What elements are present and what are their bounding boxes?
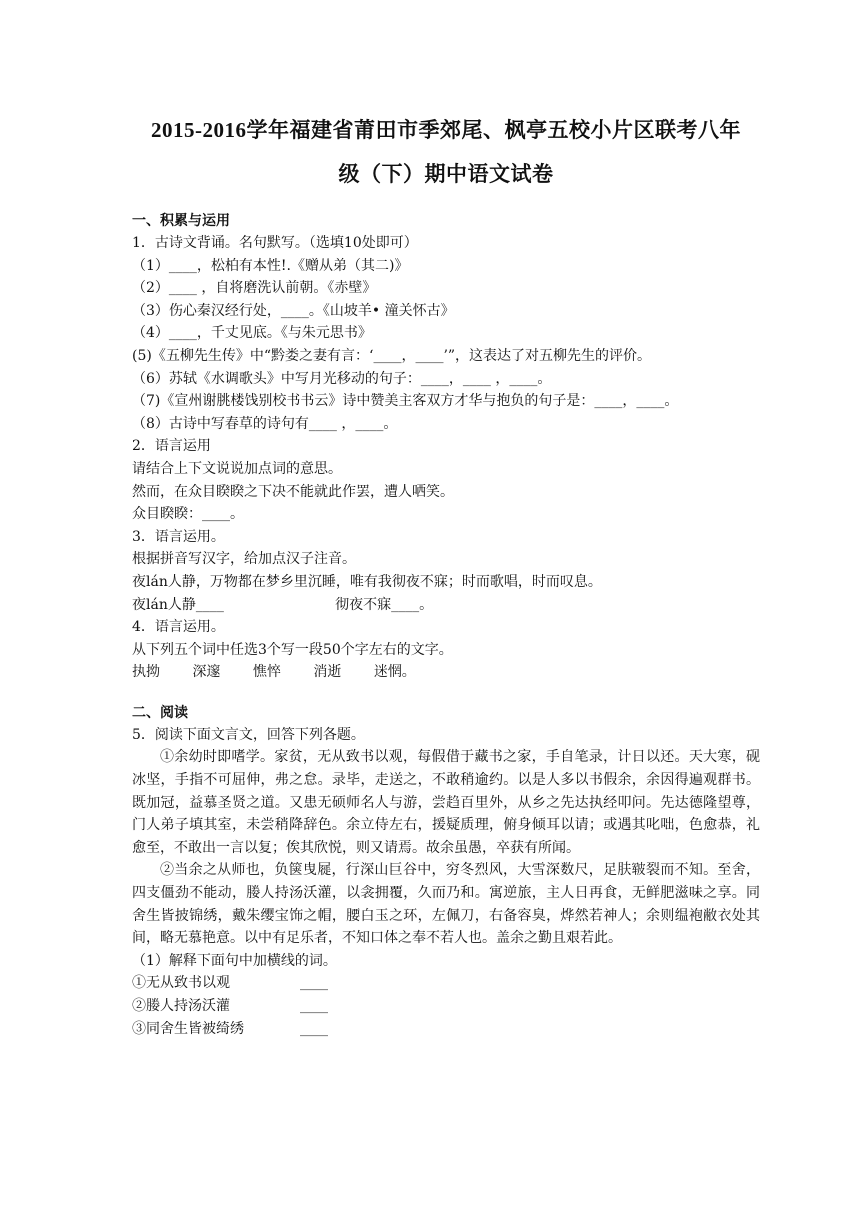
passage-paragraph-1: ①余幼时即嗜学。家贫，无从致书以观，每假借于藏书之家，手自笔录，计日以还。天大寒，砚冰坚，手指不可屈伸，弗之怠。录毕，走送之，不敢稍逾约。以是人多以书假余，余因得遍观群书。既加冠，益慕圣贤之道。又患无硕师名人与游，尝趋百里外，从乡之先达执经叩问。先达德隆望尊，门人弟子填其室，未尝稍降辞色。余立侍左右，援疑质理，俯身倾耳以请；或遇其叱咄，色愈恭，礼愈至，不敢出一言以复；俟其欣悦，则又请焉。故余虽愚，卒获有所闻。 (132, 749, 760, 856)
word-item: 消逝 (313, 664, 342, 681)
section-gap (132, 684, 760, 702)
sub-item-label: ③同舍生皆被绮绣 (132, 1020, 244, 1037)
question-line: （8）古诗中写春草的诗句有____ ，____。 (132, 415, 398, 432)
question-line: （3）伤心秦汉经行处，____。《山坡羊• 潼关怀古》 (132, 302, 455, 319)
question-line: 3．语言运用。 (132, 528, 225, 545)
question-line: 1．古诗文背诵。名句默写。（选填10处即可） (132, 235, 418, 251)
question-intro: 5．阅读下面文言文，回答下列各题。 (132, 726, 365, 743)
word-item: 执拗 (132, 664, 160, 681)
word-item: 憔悴 (252, 664, 281, 681)
sub-item (132, 1018, 760, 1041)
question-line: （6）苏轼《水调歌头》中写月光移动的句子：____，____ ，____。 (132, 370, 552, 387)
sub-item-label: ②媵人持汤沃灌 (132, 998, 230, 1014)
word-item: 深邃 (192, 664, 221, 681)
word-item: 迷惘。 (373, 664, 416, 681)
word-list (132, 661, 760, 684)
question-line: 2．语言运用 (132, 438, 211, 455)
question-line: （7)《宣州谢朓楼饯别校书书云》诗中赞美主客双方才华与抱负的句子是：____，____。 (132, 393, 679, 410)
sub-item-label: ①无从致书以观 (132, 975, 230, 992)
question-line: （2）____ ，自将磨洗认前朝。《赤壁》 (132, 280, 377, 297)
exam-title (112, 108, 780, 196)
answer-blank: ____ (300, 1020, 328, 1037)
question-line: 请结合上下文说说加点词的意思。 (132, 460, 342, 477)
answer-blank: ____ (300, 998, 328, 1014)
question-line: 然而，在众目睽睽之下决不能就此作罢，遭人哂笑。 (132, 483, 454, 500)
exam-title-line-2: 级（下）期中语文试卷 (338, 162, 554, 186)
section-heading-reading: 二、阅读 (132, 704, 188, 721)
section-heading-accumulation: 一、积累与运用 (132, 213, 230, 229)
question-line: 夜lán人静____ 彻夜不寐____。 (132, 596, 434, 613)
exam-title-line-1: 2015-2016学年福建省莆田市季郊尾、枫亭五校小片区联考八年 (151, 118, 741, 142)
question-line: 从下列五个词中任选3个写一段50个字左右的文字。 (132, 641, 453, 658)
question-line: 夜lán人静，万物都在梦乡里沉睡，唯有我彻夜不寐；时而歌唱，时而叹息。 (132, 573, 602, 590)
passage-paragraph-2: ②当余之从师也，负箧曳屣，行深山巨谷中，穷冬烈风，大雪深数尺，足肤皲裂而不知。至舍，四支僵劲不能动，媵人持汤沃灌，以衾拥覆，久而乃和。寓逆旅，主人日再食，无鲜肥滋味之享。同舍生皆披锦绣，戴朱缨宝饰之帽，腰白玉之环，左佩刀，右备容臭，烨然若神人；余则缊袍敝衣处其间，略无慕艳意。以中有足乐者，不知口体之奉不若人也。盖余之勤且艰若此。 (132, 862, 760, 947)
sub-question: （1）解释下面句中加横线的词。 (132, 952, 337, 969)
question-line: （1）____，松柏有本性!.《赠从弟（其二)》 (132, 257, 409, 274)
sub-item (132, 972, 760, 995)
answer-blank: ____ (300, 975, 328, 992)
question-line: （4）____，千丈见底。《与朱元思书》 (132, 325, 372, 342)
question-line: (5)《五柳先生传》中“黔娄之妻有言：‘____，____’”，这表达了对五柳先生的评价。 (132, 347, 652, 364)
sub-item (132, 995, 760, 1018)
question-line: 众目睽睽：____。 (132, 506, 244, 523)
question-line: 根据拼音写汉字，给加点汉子注音。 (132, 551, 356, 568)
question-line: 4．语言运用。 (132, 619, 225, 636)
